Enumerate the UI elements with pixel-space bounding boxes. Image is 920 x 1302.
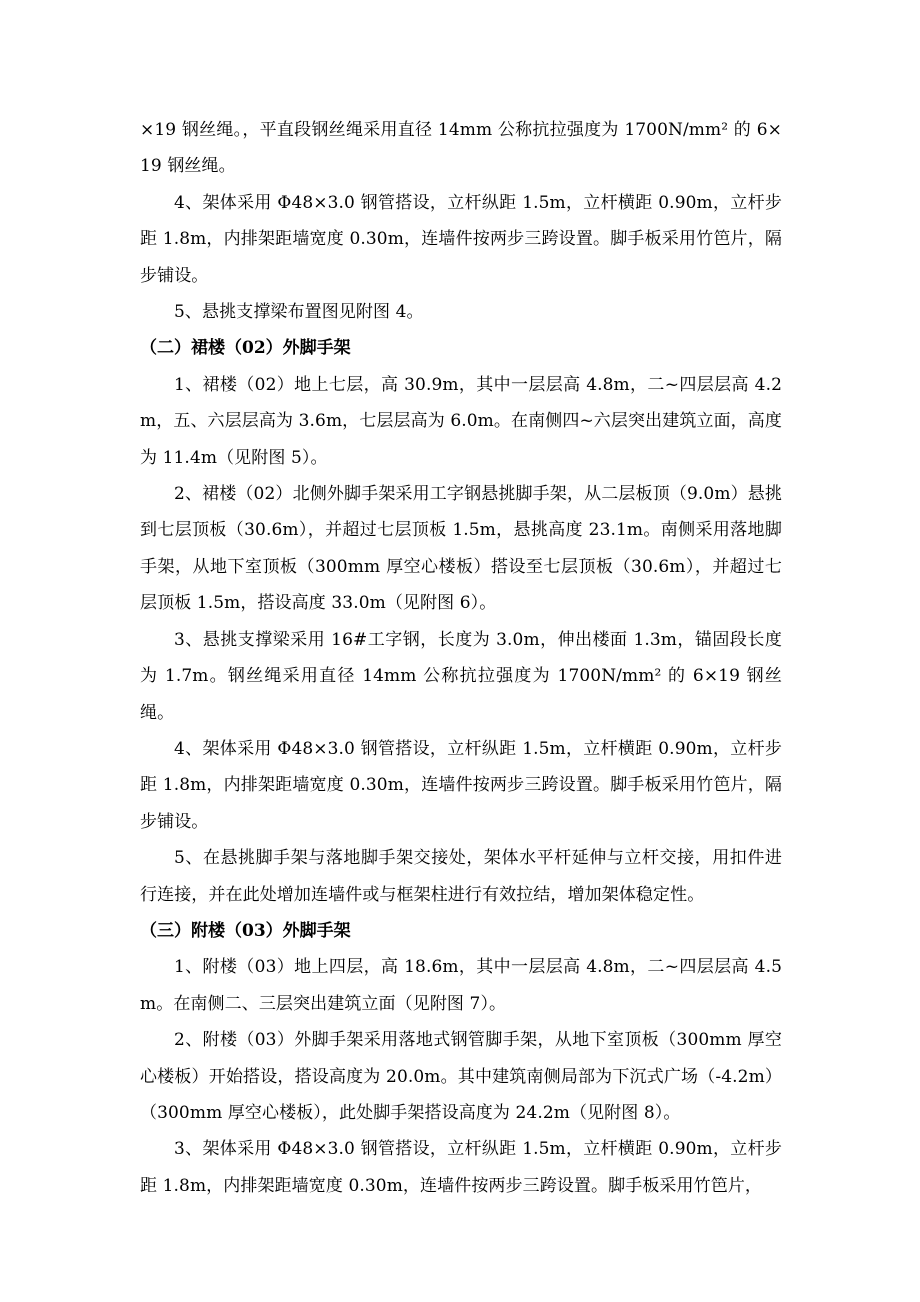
section2-item1-paragraph: 1、裙楼（02）地上七层，高 30.9m，其中一层层高 4.8m，二~四层层高 4.2m，五、六层层高为 3.6m，七层层高为 6.0m。在南侧四~六层突出建筑立面，高度为 11.4m（见附图 5）。 [140,374,782,468]
section3-item3-paragraph: 3、架体采用 Φ48×3.0 钢管搭设，立杆纵距 1.5m，立杆横距 0.90m，立杆步距 1.8m，内排架距墙宽度 0.30m，连墙件按两步三跨设置。脚手板采用竹笆片， [140,1139,782,1196]
section2-item3-paragraph: 3、悬挑支撑梁采用 16#工字钢，长度为 3.0m，伸出楼面 1.3m，锚固段长度为 1.7m。钢丝绳采用直径 14mm 公称抗拉强度为 1700N/mm² 的 6×19 钢丝绳。 [140,629,782,723]
section3-heading: （三）附楼（03）外脚手架 [140,920,351,941]
section2-heading: （二）裙楼（02）外脚手架 [140,338,351,359]
document-page [140,112,782,1204]
section3-item2-paragraph: 2、附楼（03）外脚手架采用落地式钢管脚手架，从地下室顶板（300mm 厚空心楼板）开始搭设，搭设高度为 20.0m。其中建筑南侧局部为下沉式广场（-4.2m）（300mm 厚空心楼板），此处脚手架搭设高度为 24.2m（见附图 8）。 [140,1030,782,1123]
section1-item5-paragraph: 5、悬挑支撑梁布置图见附图 4。 [174,302,424,323]
continuation-paragraph: ×19 钢丝绳。，平直段钢丝绳采用直径 14mm 公称抗拉强度为 1700N/mm² 的 6×19 钢丝绳。 [140,120,782,177]
section3-item1-paragraph: 1、附楼（03）地上四层，高 18.6m，其中一层层高 4.8m，二~四层层高 4.5m。在南侧二、三层突出建筑立面（见附图 7）。 [140,957,782,1014]
section2-item2-paragraph: 2、裙楼（02）北侧外脚手架采用工字钢悬挑脚手架，从二层板顶（9.0m）悬挑到七层顶板（30.6m），并超过七层顶板 1.5m，悬挑高度 23.1m。南侧采用落地脚手架，从地下室顶板（300mm 厚空心楼板）搭设至七层顶板（30.6m），并超过七层顶板 1.5m，搭设高度 33.0m（见附图 6）。 [140,484,782,614]
section1-item4-paragraph: 4、架体采用 Φ48×3.0 钢管搭设，立杆纵距 1.5m，立杆横距 0.90m，立杆步距 1.8m，内排架距墙宽度 0.30m，连墙件按两步三跨设置。脚手板采用竹笆片，隔步铺设。 [140,192,782,286]
section2-item4-paragraph: 4、架体采用 Φ48×3.0 钢管搭设，立杆纵距 1.5m，立杆横距 0.90m，立杆步距 1.8m，内排架距墙宽度 0.30m，连墙件按两步三跨设置。脚手板采用竹笆片，隔步铺设。 [140,738,782,832]
section2-item5-paragraph: 5、在悬挑脚手架与落地脚手架交接处，架体水平杆延伸与立杆交接，用扣件进行连接，并在此处增加连墙件或与框架柱进行有效拉结，增加架体稳定性。 [140,848,782,905]
